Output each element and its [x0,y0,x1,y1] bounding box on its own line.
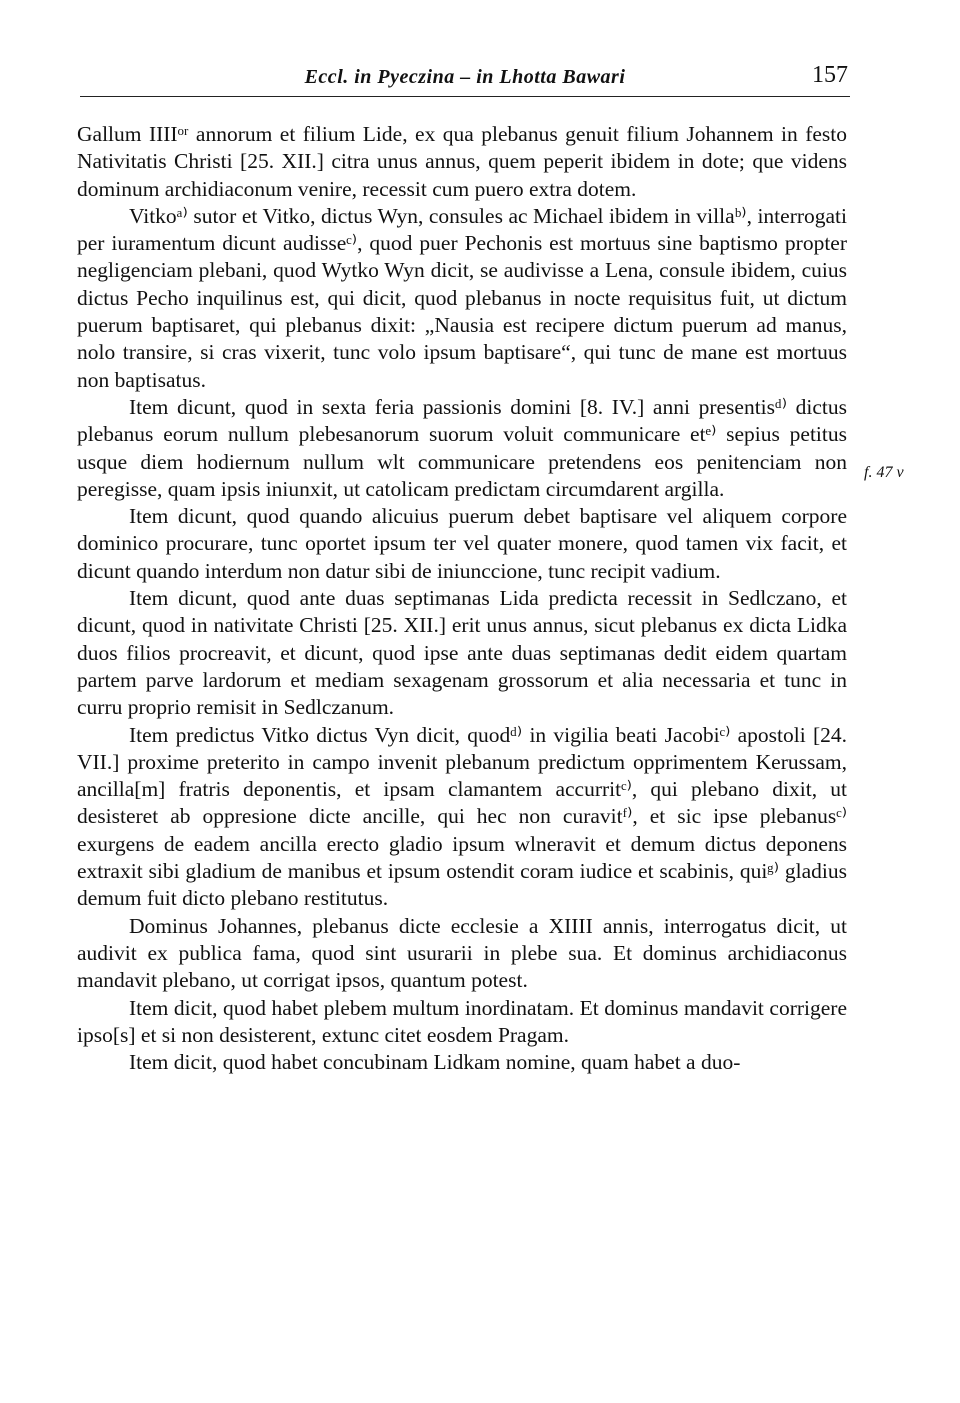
running-head: Eccl. in Pyeczina – in Lhotta Bawari [304,66,626,88]
page-header [80,62,850,97]
page-number: 157 [812,62,848,88]
body-text [77,121,847,1076]
paragraph: Item predictus Vitko dictus Vyn dicit, quodᵈ⁾ in vigilia beati Jacobiᶜ⁾ apostoli [24. VII.] proxime preterito in campo invenit plebanum predictum opprimentem Kerussam, ancilla[m] fratris deponentis, et ipsam clamantem accurritᶜ⁾, qui plebano dixit, ut desisteret ab oppresione dicte ancille, qui hec non curavitᶠ⁾, et sic ipse plebanusᶜ⁾ exurgens de eadem ancilla erecto gladio ipsum wlneravit et demum dictus deponens extraxit sibi gladium de manibus et ipsum ostendit coram iudice et scabinis, quiᵍ⁾ gladius demum fuit dicto plebano restitutus. [77,722,847,911]
paragraph: Item dicunt, quod ante duas septimanas Lida predicta recessit in Sedlczano, et dicunt, quod in nativitate Christi [25. XII.] erit unus annus, sicut plebanus ex dicta Lidka duos filios procreavit, et dicunt, quod ipse ante duas septimanas dedit eidem quartam partem parve lardorum et mediam sexagenam grossorum et alia necessaria et tunc in curru proprio remisit in Sedlczanum. [77,586,847,720]
paragraph: Item dicit, quod habet plebem multum inordinatam. Et dominus mandavit corrigere ipso[s] et si non desisterent, extunc citet eosdem Pragam. [77,995,847,1047]
marginal-folio-note: f. 47 v [864,464,904,481]
paragraph: Vitkoᵃ⁾ sutor et Vitko, dictus Wyn, consules ac Michael ibidem in villaᵇ⁾, interrogati per iuramentum dicunt audisseᶜ⁾, quod puer Pechonis est mortuus sine baptismo propter negligenciam plebani, quod Wytko Wyn dicit, se audivisse a Lena, consule ibidem, cuius dictus Pecho inquilinus est, qui dicit, quod plebanus in nocte requisitus fuit, ut dictum puerum baptisaret, qui plebanus dixit: „Nausia est recipere dictum puerum ad manus, nolo transire, si cras vixerit, tunc volo ipsum baptisare“, qui tunc de mane est mortuus non baptisatus. [77,203,847,392]
paragraph: Item dicit, quod habet concubinam Lidkam nomine, quam habet a duo- [129,1050,741,1075]
paragraph: Gallum IIIIᵒʳ annorum et filium Lide, ex qua plebanus genuit filium Johannem in festo Nativitatis Christi [25. XII.] citra unus annus, quem peperit ibidem in dote; que videns dominum archidiaconum venire, recessit cum puero extra dotem. [77,122,847,201]
paragraph: Item dicunt, quod quando alicuius puerum debet baptisare vel aliquem corpore dominico procurare, tunc oportet ipsum ter vel quater monere, quod tamen vix facit, et dicunt quando interdum non datur sibi de iniunccione, tunc recipit vadium. [77,504,847,583]
paragraph: Dominus Johannes, plebanus dicte ecclesie a XIIII annis, interrogatus dicit, ut audivit ex publica fama, quod sint usurarii in plebe sua. Et dominus archidiaconus mandavit plebano, ut corrigat ipsos, quantum potest. [77,913,847,993]
paragraph: Item dicunt, quod in sexta feria passionis domini [8. IV.] anni presentisᵈ⁾ dictus plebanus eorum nullum plebesanorum suorum voluit communicare etᵉ⁾ sepius petitus usque diem hodiernum nullum wlt communicare pretendens eos penitenciam non peregisse, quam ipsis iniunxit, ut catolicam predictam circumdarent argilla. [77,394,847,501]
